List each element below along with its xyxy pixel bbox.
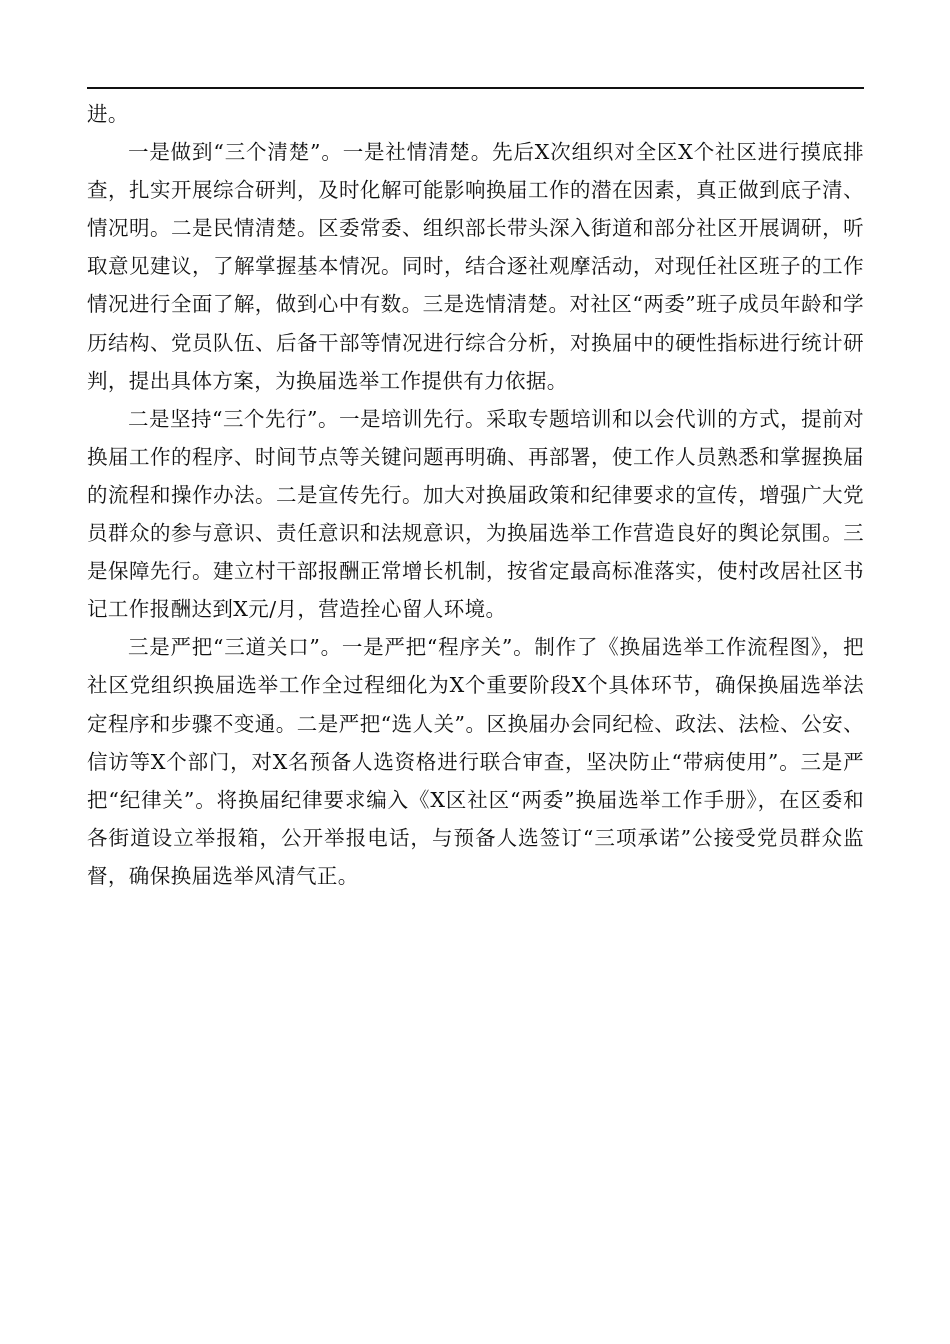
paragraph-three-first: 二是坚持“三个先行”。一是培训先行。采取专题培训和以会代训的方式，提前对换届工作的程序、时间节点等关键问题再明确、再部署，使工作人员熟悉和掌握换届的流程和操作办法。二是宣传先行。加大对换届政策和纪律要求的宣传，增强广大党员群众的参与意识、责任意识和法规意识，为换届选举工作营造良好的舆论氛围。三是保障先行。建立村干部报酬正常增长机制，按省定最高标准落实，使村改居社区书记工作报酬达到X元/月，营造拴心留人环境。 xyxy=(87,406,864,622)
paragraph-three-gates: 三是严把“三道关口”。一是严把“程序关”。制作了《换届选举工作流程图》，把社区党组织换届选举工作全过程细化为X个重要阶段X个具体环节，确保换届选举法定程序和步骤不变通。二是严把“选人关”。区换届办会同纪检、政法、法检、公安、信访等X个部门，对X名预备人选资格进行联合审查，坚决防止“带病使用”。三是严把“纪律关”。将换届纪律要求编入《X区社区“两委”换届选举工作手册》，在区委和各街道设立举报箱，公开举报电话，与预备人选签订“三项承诺”公接受党员群众监督，确保换届选举风清气正。 xyxy=(87,635,864,888)
header-rule xyxy=(87,87,864,89)
paragraph-continuation: 进。 xyxy=(87,102,129,126)
document-body xyxy=(87,95,864,895)
paragraph-three-clear: 一是做到“三个清楚”。一是社情清楚。先后X次组织对全区X个社区进行摸底排查，扎实开展综合研判，及时化解可能影响换届工作的潜在因素，真正做到底子清、情况明。二是民情清楚。区委常委、组织部长带头深入街道和部分社区开展调研，听取意见建议，了解掌握基本情况。同时，结合逐社观摩活动，对现任社区班子的工作情况进行全面了解，做到心中有数。三是选情清楚。对社区“两委”班子成员年龄和学历结构、党员队伍、后备干部等情况进行综合分析，对换届中的硬性指标进行统计研判，提出具体方案，为换届选举工作提供有力依据。 xyxy=(87,140,864,393)
